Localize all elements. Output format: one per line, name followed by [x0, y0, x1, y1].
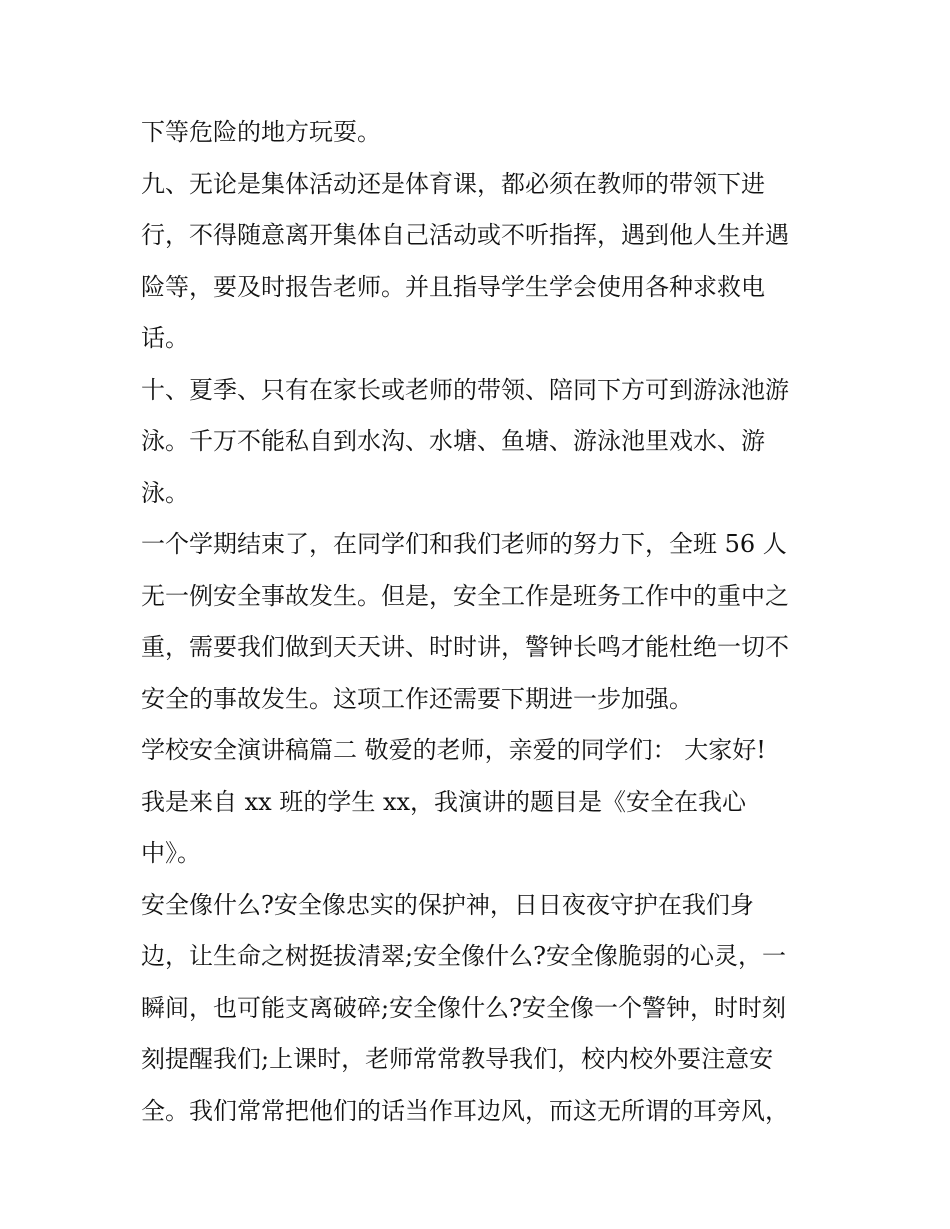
text-line: 无一例安全事故发生。但是，安全工作是班务工作中的重中之: [141, 581, 789, 610]
text-line: 十、夏季、只有在家长或老师的带领、陪同下方可到游泳池游: [141, 375, 789, 404]
text-line: 我是来自 xx 班的学生 xx，我演讲的题目是《安全在我心: [141, 787, 747, 816]
text-line: 泳。: [141, 478, 189, 507]
text-line: 行，不得随意离开集体自己活动或不听指挥，遇到他人生并遇: [141, 221, 789, 249]
text-line: 安全像什么?安全像忠实的保护神，日日夜夜守护在我们身: [141, 890, 754, 919]
text-line: 瞬间，也可能支离破碎;安全像什么?安全像一个警钟，时时刻: [141, 993, 786, 1022]
text-line: 泳。千万不能私自到水沟、水塘、鱼塘、游泳池里戏水、游: [141, 427, 765, 455]
text-line: 九、无论是集体活动还是体育课，都必须在教师的带领下进: [141, 169, 765, 198]
text-line: 安全的事故发生。这项工作还需要下期进一步加强。: [141, 684, 693, 713]
text-line: 边，让生命之树挺拔清翠;安全像什么?安全像脆弱的心灵，一: [141, 942, 786, 970]
text-line: 险等，要及时报告老师。并且指导学生学会使用各种求救电: [141, 272, 765, 301]
text-line: 话。: [141, 324, 189, 352]
document-body: [141, 107, 821, 1137]
text-line: 一个学期结束了，在同学们和我们老师的努力下，全班 56 人: [141, 530, 787, 558]
text-line: 重，需要我们做到天天讲、时时讲，警钟长鸣才能杜绝一切不: [141, 633, 789, 661]
text-line: 下等危险的地方玩耍。: [141, 118, 381, 146]
text-line: 刻提醒我们;上课时，老师常常教导我们，校内校外要注意安: [141, 1045, 774, 1073]
text-line: 中》。: [141, 839, 201, 867]
text-line: 学校安全演讲稿篇二 敬爱的老师，亲爱的同学们： 大家好!: [141, 736, 766, 764]
text-line: 全。我们常常把他们的话当作耳边风，而这无所谓的耳旁风，: [141, 1096, 789, 1125]
